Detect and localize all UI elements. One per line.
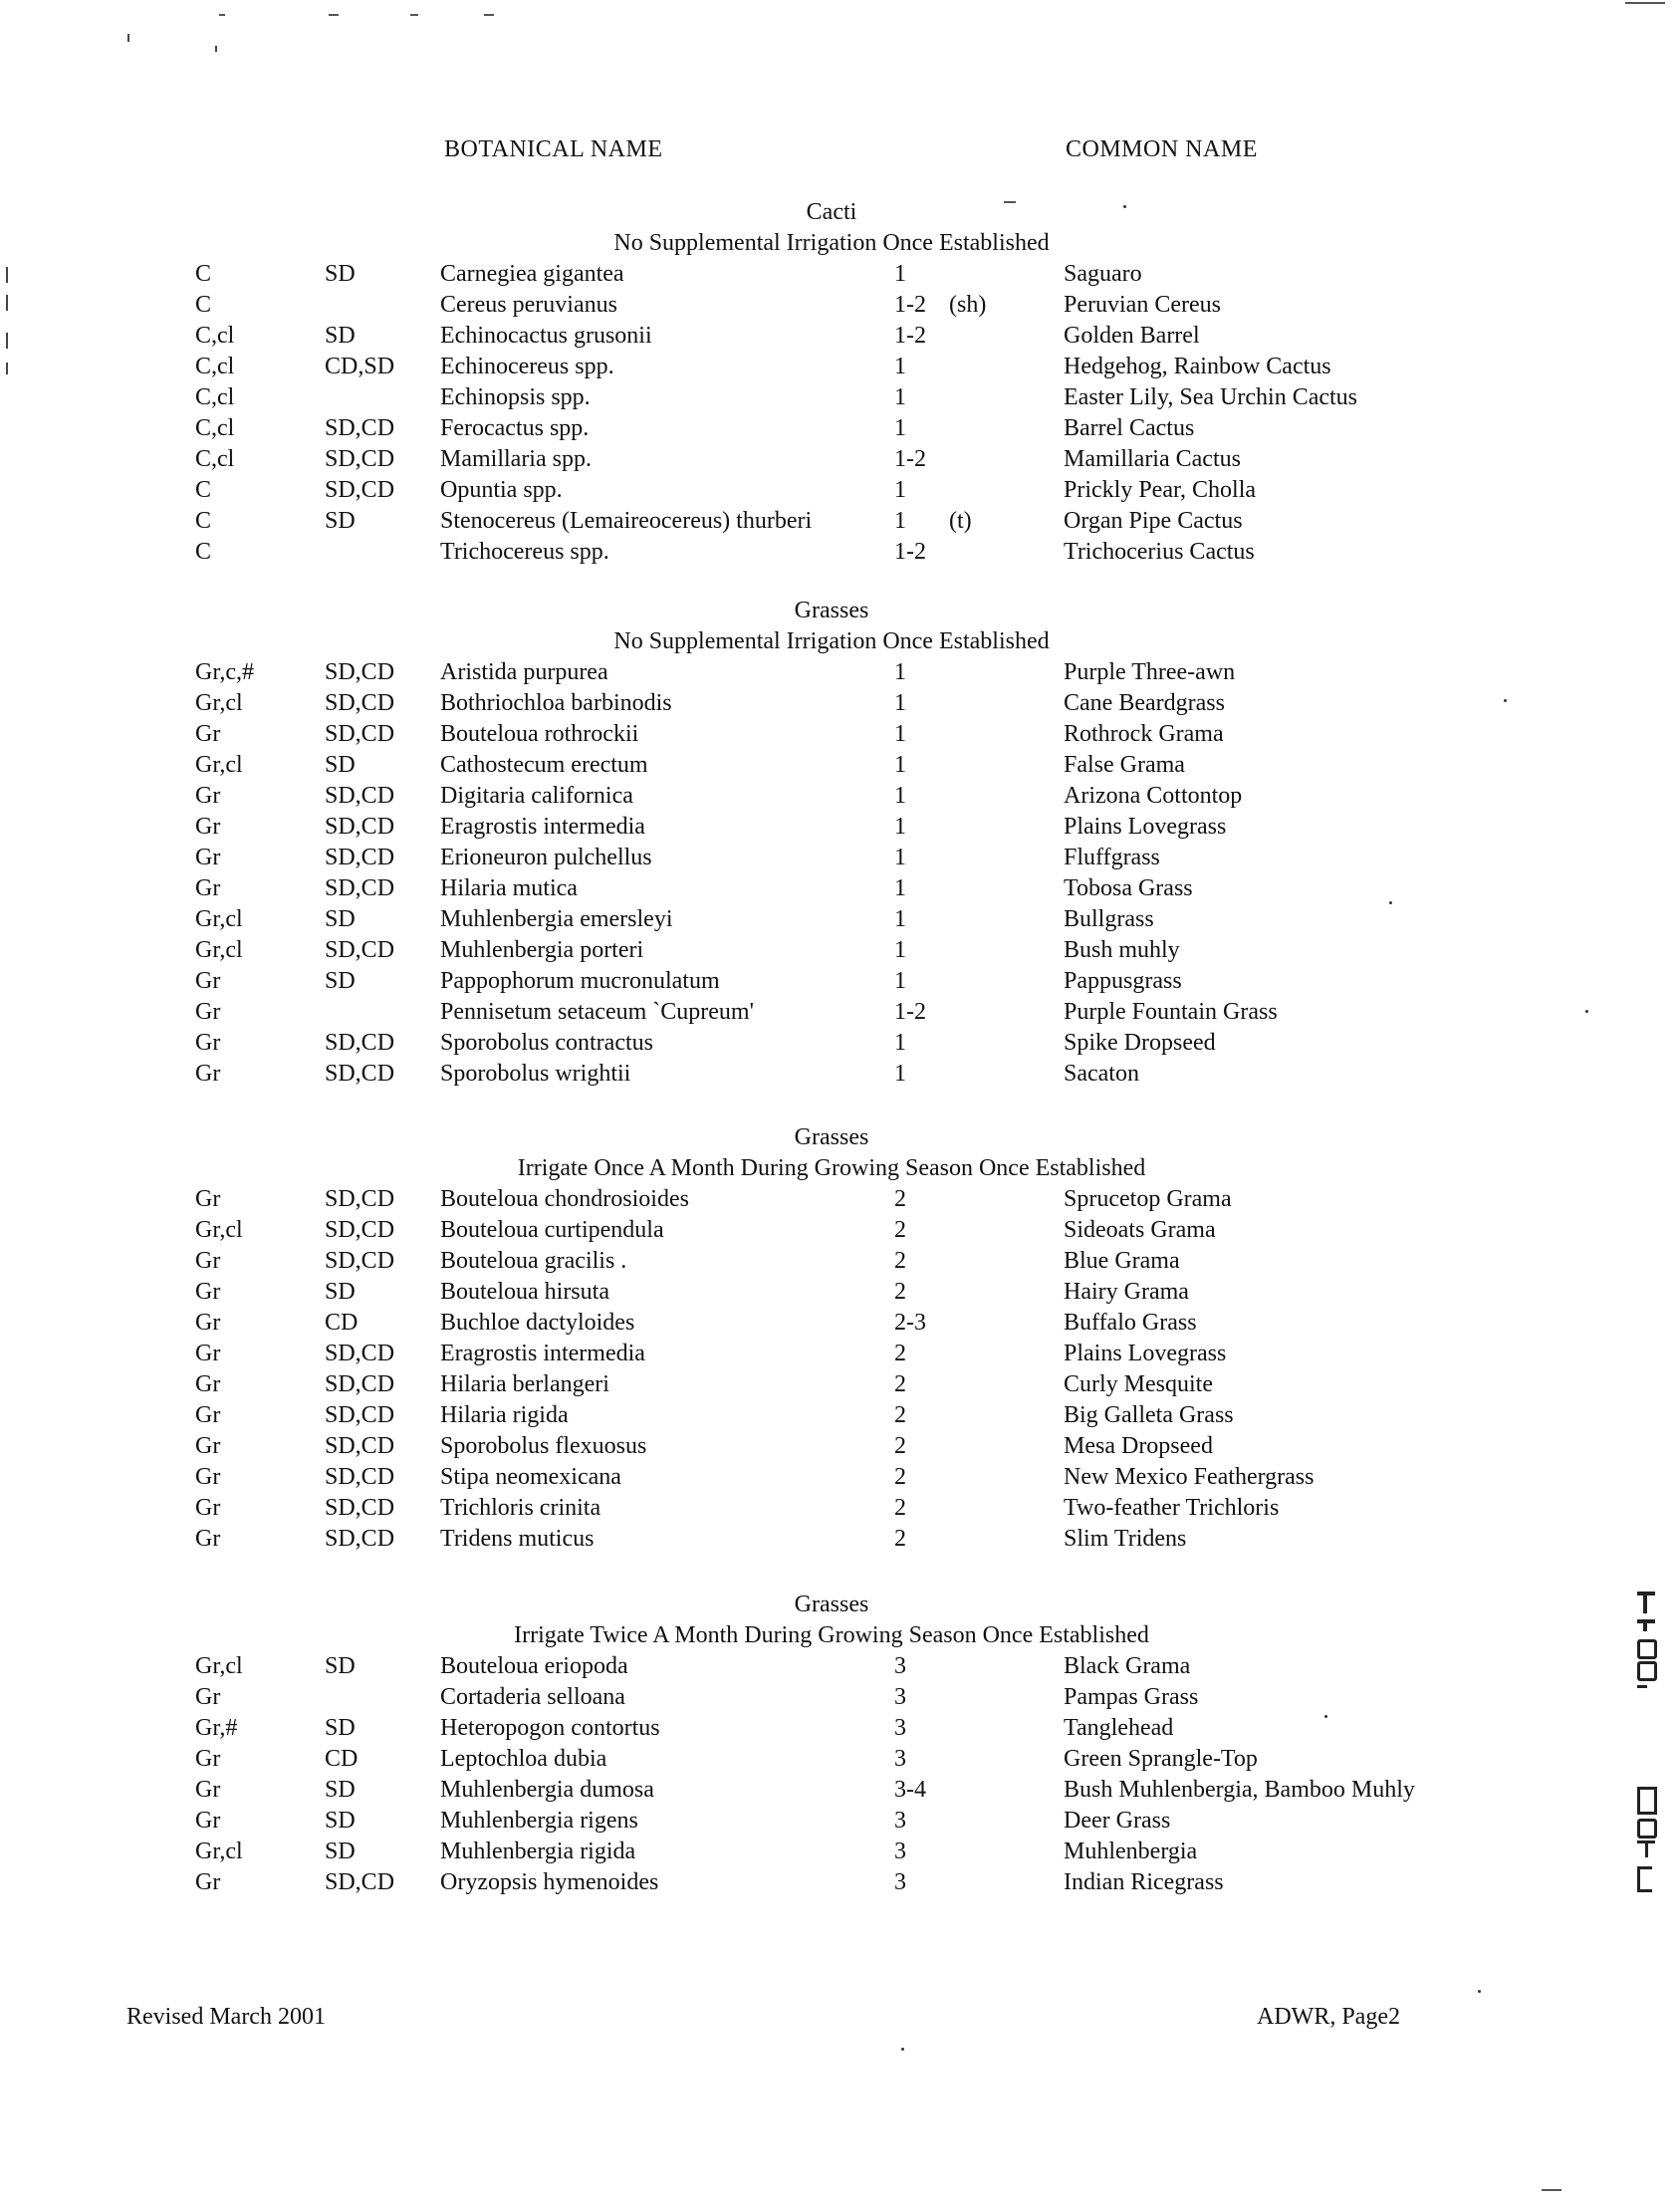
common-name: Trichocerius Cactus: [1064, 539, 1255, 565]
plant-type-code: Gr: [195, 968, 221, 994]
water-zone: 1: [894, 508, 906, 534]
plant-type-code: C: [195, 539, 212, 565]
common-name: Barrel Cactus: [1064, 415, 1195, 441]
botanical-name: Cereus peruvianus: [440, 292, 617, 318]
soil-code: SD,CD: [325, 721, 395, 747]
water-zone: 1-2: [894, 999, 926, 1025]
botanical-name: Echinopsis spp.: [440, 384, 591, 410]
common-name: Bullgrass: [1064, 906, 1154, 932]
plant-row: [0, 843, 1680, 873]
water-zone: 3: [894, 1684, 906, 1710]
soil-code: SD,CD: [325, 1217, 395, 1243]
plant-row: [0, 259, 1680, 290]
common-name: Muhlenbergia: [1064, 1839, 1198, 1864]
soil-code: SD,CD: [325, 1464, 395, 1490]
water-zone: 1: [894, 906, 906, 932]
soil-code: SD,CD: [325, 937, 395, 963]
plant-row: [0, 1339, 1680, 1369]
section-title: Grasses: [794, 1124, 869, 1150]
plant-row: [0, 1059, 1680, 1090]
plant-row: [0, 506, 1680, 537]
water-zone: 1-2: [894, 292, 926, 318]
section-subtitle: No Supplemental Irrigation Once Established: [613, 230, 1050, 256]
soil-code: CD,SD: [325, 354, 395, 379]
plant-type-code: C,cl: [195, 384, 235, 410]
common-name: Purple Fountain Grass: [1064, 999, 1278, 1025]
plant-row: [0, 688, 1680, 719]
common-name: Easter Lily, Sea Urchin Cactus: [1064, 384, 1358, 410]
plant-type-code: C: [195, 477, 212, 503]
scan-mark: [901, 2048, 904, 2051]
common-name: Golden Barrel: [1064, 323, 1200, 349]
water-zone: 1-2: [894, 323, 926, 349]
plant-type-code: Gr: [195, 1248, 221, 1274]
plant-type-code: Gr,cl: [195, 906, 243, 932]
common-name: Sacaton: [1064, 1061, 1139, 1087]
plant-type-code: Gr,#: [195, 1715, 238, 1741]
common-name: Sideoats Grama: [1064, 1217, 1216, 1243]
plant-row: [0, 1524, 1680, 1555]
plant-type-code: Gr: [195, 1310, 221, 1336]
soil-code: SD,CD: [325, 1495, 395, 1521]
plant-row: [0, 1837, 1680, 1867]
soil-code: SD,CD: [325, 477, 395, 503]
plant-type-code: Gr: [195, 1061, 221, 1087]
water-zone: 2: [894, 1495, 906, 1521]
plant-type-code: Gr,cl: [195, 1217, 243, 1243]
botanical-name: Bouteloua chondrosioides: [440, 1186, 689, 1212]
water-zone: 1: [894, 752, 906, 778]
page-label: ADWR, Page2: [1257, 2004, 1400, 2030]
water-zone: 1: [894, 937, 906, 963]
common-name: Slim Tridens: [1064, 1526, 1187, 1552]
plant-row: [0, 1246, 1680, 1277]
common-name: Black Grama: [1064, 1653, 1191, 1679]
water-zone: 2: [894, 1279, 906, 1305]
soil-code: CD: [325, 1310, 359, 1336]
soil-code: SD,CD: [325, 1248, 395, 1274]
water-zone: 2: [894, 1217, 906, 1243]
water-zone: 1: [894, 1061, 906, 1087]
botanical-name: Opuntia spp.: [440, 477, 563, 503]
plant-type-code: Gr: [195, 1808, 221, 1834]
botanical-name: Muhlenbergia rigida: [440, 1839, 636, 1864]
water-zone: 2: [894, 1402, 906, 1428]
soil-code: SD,CD: [325, 415, 395, 441]
plant-note: (sh): [949, 292, 987, 318]
plant-row: [0, 719, 1680, 750]
botanical-name: Bouteloua curtipendula: [440, 1217, 664, 1243]
botanical-name: Muhlenbergia porteri: [440, 937, 644, 963]
water-zone: 2-3: [894, 1310, 926, 1336]
plant-row: [0, 657, 1680, 688]
water-zone: 1-2: [894, 446, 926, 472]
common-name: Arizona Cottontop: [1064, 783, 1243, 809]
margin-scan-marks: [1633, 1592, 1663, 1930]
plant-type-code: Gr: [195, 1279, 221, 1305]
scan-mark: [127, 34, 129, 42]
soil-code: SD,CD: [325, 690, 395, 716]
water-zone: 1: [894, 261, 906, 287]
water-zone: 1: [894, 477, 906, 503]
botanical-name: Echinocereus spp.: [440, 354, 614, 379]
common-name: Tanglehead: [1064, 1715, 1174, 1741]
plant-type-code: Gr: [195, 1371, 221, 1397]
botanical-name: Bouteloua rothrockii: [440, 721, 639, 747]
section-title: Grasses: [794, 1592, 869, 1617]
soil-code: SD,CD: [325, 814, 395, 840]
plant-type-code: Gr: [195, 1464, 221, 1490]
botanical-name: Pappophorum mucronulatum: [440, 968, 720, 994]
common-name: Purple Three-awn: [1064, 659, 1236, 685]
water-zone: 2: [894, 1248, 906, 1274]
plant-type-code: Gr,cl: [195, 937, 243, 963]
plant-row: [0, 1775, 1680, 1806]
plant-type-code: Gr,cl: [195, 752, 243, 778]
plant-row: [0, 1431, 1680, 1462]
botanical-name: Sporobolus contractus: [440, 1030, 653, 1056]
soil-code: SD: [325, 906, 356, 932]
soil-code: SD: [325, 752, 356, 778]
botanical-name: Hilaria mutica: [440, 875, 578, 901]
plant-type-code: Gr,c,#: [195, 659, 255, 685]
plant-row: [0, 1744, 1680, 1775]
plant-row: [0, 1806, 1680, 1837]
water-zone: 3-4: [894, 1777, 926, 1803]
water-zone: 1: [894, 814, 906, 840]
scan-mark: [484, 14, 494, 16]
water-zone: 3: [894, 1715, 906, 1741]
water-zone: 3: [894, 1808, 906, 1834]
plant-type-code: C,cl: [195, 415, 235, 441]
common-name: Cane Beardgrass: [1064, 690, 1225, 716]
soil-code: SD,CD: [325, 845, 395, 870]
botanical-name: Echinocactus grusonii: [440, 323, 652, 349]
plant-list: [0, 657, 1680, 1090]
common-name: Green Sprangle-Top: [1064, 1746, 1258, 1772]
plant-row: [0, 1308, 1680, 1339]
soil-code: SD,CD: [325, 1341, 395, 1366]
plant-row: [0, 1651, 1680, 1682]
soil-code: SD: [325, 261, 356, 287]
section-subtitle: No Supplemental Irrigation Once Established: [613, 628, 1050, 654]
water-zone: 1: [894, 968, 906, 994]
plant-type-code: Gr: [195, 1186, 221, 1212]
plant-type-code: Gr: [195, 999, 221, 1025]
botanical-name: Bouteloua gracilis .: [440, 1248, 627, 1274]
plant-type-code: C,cl: [195, 323, 235, 349]
common-name: Pampas Grass: [1064, 1684, 1199, 1710]
common-name: Rothrock Grama: [1064, 721, 1224, 747]
botanical-name: Digitaria californica: [440, 783, 633, 809]
water-zone: 1-2: [894, 539, 926, 565]
botanical-name-heading: BOTANICAL NAME: [444, 136, 663, 162]
soil-code: SD,CD: [325, 446, 395, 472]
plant-row: [0, 812, 1680, 843]
botanical-name: Stenocereus (Lemaireocereus) thurberi: [440, 508, 813, 534]
plant-type-code: C,cl: [195, 446, 235, 472]
soil-code: SD,CD: [325, 1030, 395, 1056]
water-zone: 1: [894, 1030, 906, 1056]
botanical-name: Hilaria rigida: [440, 1402, 569, 1428]
soil-code: SD,CD: [325, 1402, 395, 1428]
botanical-name: Muhlenbergia rigens: [440, 1808, 638, 1834]
soil-code: SD,CD: [325, 1869, 395, 1895]
plant-type-code: C,cl: [195, 354, 235, 379]
plant-type-code: Gr: [195, 1495, 221, 1521]
soil-code: SD,CD: [325, 1433, 395, 1459]
botanical-name: Cortaderia selloana: [440, 1684, 625, 1710]
common-name: Fluffgrass: [1064, 845, 1160, 870]
plant-row: [0, 1215, 1680, 1246]
plant-row: [0, 475, 1680, 506]
plant-row: [0, 1028, 1680, 1059]
water-zone: 2: [894, 1341, 906, 1366]
common-name: Pappusgrass: [1064, 968, 1182, 994]
common-name: Tobosa Grass: [1064, 875, 1193, 901]
plant-row: [0, 1184, 1680, 1215]
soil-code: SD: [325, 1777, 356, 1803]
plant-row: [0, 382, 1680, 413]
botanical-name: Sporobolus flexuosus: [440, 1433, 647, 1459]
soil-code: SD: [325, 1653, 356, 1679]
plant-type-code: Gr: [195, 721, 221, 747]
plant-row: [0, 321, 1680, 352]
botanical-name: Heteropogon contortus: [440, 1715, 660, 1741]
botanical-name: Tridens muticus: [440, 1526, 595, 1552]
common-name: Hairy Grama: [1064, 1279, 1189, 1305]
plant-type-code: Gr: [195, 1684, 221, 1710]
soil-code: SD: [325, 323, 356, 349]
common-name: Big Galleta Grass: [1064, 1402, 1234, 1428]
section-subtitle: Irrigate Twice A Month During Growing Season Once Established: [514, 1622, 1149, 1648]
common-name-heading: COMMON NAME: [1066, 136, 1258, 162]
scan-mark: [1625, 2, 1665, 4]
plant-row: [0, 1277, 1680, 1308]
plant-list: [0, 259, 1680, 568]
water-zone: 1: [894, 721, 906, 747]
common-name: Sprucetop Grama: [1064, 1186, 1232, 1212]
common-name: Spike Dropseed: [1064, 1030, 1216, 1056]
botanical-name: Stipa neomexicana: [440, 1464, 621, 1490]
plant-row: [0, 873, 1680, 904]
soil-code: SD,CD: [325, 1371, 395, 1397]
common-name: Hedgehog, Rainbow Cactus: [1064, 354, 1331, 379]
section-title: Grasses: [794, 598, 869, 623]
plant-row: [0, 1867, 1680, 1898]
common-name: Saguaro: [1064, 261, 1142, 287]
plant-row: [0, 781, 1680, 812]
plant-type-code: Gr: [195, 1402, 221, 1428]
plant-type-code: Gr,cl: [195, 1839, 243, 1864]
soil-code: CD: [325, 1746, 359, 1772]
plant-list: [0, 1184, 1680, 1555]
botanical-name: Trichocereus spp.: [440, 539, 609, 565]
common-name: Indian Ricegrass: [1064, 1869, 1224, 1895]
plant-type-code: C: [195, 292, 212, 318]
plant-type-code: Gr: [195, 1341, 221, 1366]
plant-type-code: C: [195, 508, 212, 534]
botanical-name: Mamillaria spp.: [440, 446, 592, 472]
water-zone: 3: [894, 1746, 906, 1772]
common-name: New Mexico Feathergrass: [1064, 1464, 1315, 1490]
soil-code: SD: [325, 1839, 356, 1864]
botanical-name: Cathostecum erectum: [440, 752, 648, 778]
common-name: Curly Mesquite: [1064, 1371, 1213, 1397]
plant-row: [0, 966, 1680, 997]
soil-code: SD,CD: [325, 1526, 395, 1552]
plant-row: [0, 1682, 1680, 1713]
scan-mark: [215, 46, 217, 52]
plant-type-code: Gr: [195, 875, 221, 901]
soil-code: SD: [325, 968, 356, 994]
water-zone: 1: [894, 845, 906, 870]
common-name: Two-feather Trichloris: [1064, 1495, 1280, 1521]
common-name: Plains Lovegrass: [1064, 1341, 1227, 1366]
botanical-name: Eragrostis intermedia: [440, 1341, 645, 1366]
common-name: Mamillaria Cactus: [1064, 446, 1241, 472]
plant-row: [0, 935, 1680, 966]
plant-row: [0, 537, 1680, 568]
scan-mark: [329, 14, 339, 16]
water-zone: 1: [894, 354, 906, 379]
water-zone: 3: [894, 1839, 906, 1864]
plant-row: [0, 1369, 1680, 1400]
soil-code: SD,CD: [325, 659, 395, 685]
plant-row: [0, 997, 1680, 1028]
water-zone: 1: [894, 384, 906, 410]
plant-type-code: Gr: [195, 783, 221, 809]
common-name: Blue Grama: [1064, 1248, 1180, 1274]
soil-code: SD: [325, 508, 356, 534]
common-name: Plains Lovegrass: [1064, 814, 1227, 840]
botanical-name: Ferocactus spp.: [440, 415, 590, 441]
plant-type-code: Gr: [195, 1777, 221, 1803]
plant-type-code: Gr,cl: [195, 1653, 243, 1679]
common-name: Peruvian Cereus: [1064, 292, 1221, 318]
water-zone: 3: [894, 1869, 906, 1895]
plant-row: [0, 352, 1680, 382]
scan-mark: [219, 14, 225, 16]
plant-type-code: Gr: [195, 814, 221, 840]
common-name: Organ Pipe Cactus: [1064, 508, 1243, 534]
plant-type-code: Gr: [195, 1030, 221, 1056]
plant-row: [0, 750, 1680, 781]
soil-code: SD,CD: [325, 875, 395, 901]
water-zone: 2: [894, 1371, 906, 1397]
plant-type-code: Gr: [195, 845, 221, 870]
plant-row: [0, 444, 1680, 475]
botanical-name: Oryzopsis hymenoides: [440, 1869, 659, 1895]
common-name: Mesa Dropseed: [1064, 1433, 1213, 1459]
revision-date: Revised March 2001: [126, 2004, 326, 2030]
common-name: Deer Grass: [1064, 1808, 1171, 1834]
plant-type-code: Gr: [195, 1746, 221, 1772]
plant-row: [0, 290, 1680, 321]
soil-code: SD: [325, 1808, 356, 1834]
common-name: Buffalo Grass: [1064, 1310, 1197, 1336]
botanical-name: Pennisetum setaceum `Cupreum': [440, 999, 754, 1025]
soil-code: SD,CD: [325, 783, 395, 809]
plant-row: [0, 413, 1680, 444]
water-zone: 1: [894, 875, 906, 901]
botanical-name: Muhlenbergia emersleyi: [440, 906, 673, 932]
botanical-name: Aristida purpurea: [440, 659, 608, 685]
scan-mark: [1478, 1990, 1481, 1993]
scan-mark: [1542, 2189, 1561, 2191]
water-zone: 2: [894, 1186, 906, 1212]
plant-row: [0, 1713, 1680, 1744]
botanical-name: Trichloris crinita: [440, 1495, 601, 1521]
plant-row: [0, 904, 1680, 935]
soil-code: SD: [325, 1715, 356, 1741]
soil-code: SD: [325, 1279, 356, 1305]
botanical-name: Carnegiea gigantea: [440, 261, 624, 287]
common-name: Bush muhly: [1064, 937, 1180, 963]
water-zone: 1: [894, 659, 906, 685]
plant-type-code: Gr: [195, 1526, 221, 1552]
botanical-name: Leptochloa dubia: [440, 1746, 607, 1772]
section-title: Cacti: [806, 199, 857, 225]
plant-list: [0, 1651, 1680, 1898]
plant-type-code: C: [195, 261, 212, 287]
botanical-name: Buchloe dactyloides: [440, 1310, 635, 1336]
plant-row: [0, 1400, 1680, 1431]
common-name: Prickly Pear, Cholla: [1064, 477, 1257, 503]
soil-code: SD,CD: [325, 1186, 395, 1212]
water-zone: 1: [894, 415, 906, 441]
plant-type-code: Gr: [195, 1869, 221, 1895]
plant-row: [0, 1493, 1680, 1524]
plant-note: (t): [949, 508, 972, 534]
botanical-name: Erioneuron pulchellus: [440, 845, 652, 870]
water-zone: 2: [894, 1526, 906, 1552]
plant-type-code: Gr: [195, 1433, 221, 1459]
plant-row: [0, 1462, 1680, 1493]
scan-mark: [410, 14, 418, 16]
water-zone: 2: [894, 1464, 906, 1490]
botanical-name: Sporobolus wrightii: [440, 1061, 631, 1087]
common-name: False Grama: [1064, 752, 1185, 778]
botanical-name: Bouteloua eriopoda: [440, 1653, 628, 1679]
botanical-name: Hilaria berlangeri: [440, 1371, 609, 1397]
water-zone: 2: [894, 1433, 906, 1459]
soil-code: SD,CD: [325, 1061, 395, 1087]
section-subtitle: Irrigate Once A Month During Growing Season Once Established: [517, 1155, 1146, 1181]
water-zone: 3: [894, 1653, 906, 1679]
common-name: Bush Muhlenbergia, Bamboo Muhly: [1064, 1777, 1415, 1803]
botanical-name: Bothriochloa barbinodis: [440, 690, 672, 716]
plant-type-code: Gr,cl: [195, 690, 243, 716]
water-zone: 1: [894, 690, 906, 716]
botanical-name: Muhlenbergia dumosa: [440, 1777, 654, 1803]
botanical-name: Bouteloua hirsuta: [440, 1279, 609, 1305]
botanical-name: Eragrostis intermedia: [440, 814, 645, 840]
water-zone: 1: [894, 783, 906, 809]
